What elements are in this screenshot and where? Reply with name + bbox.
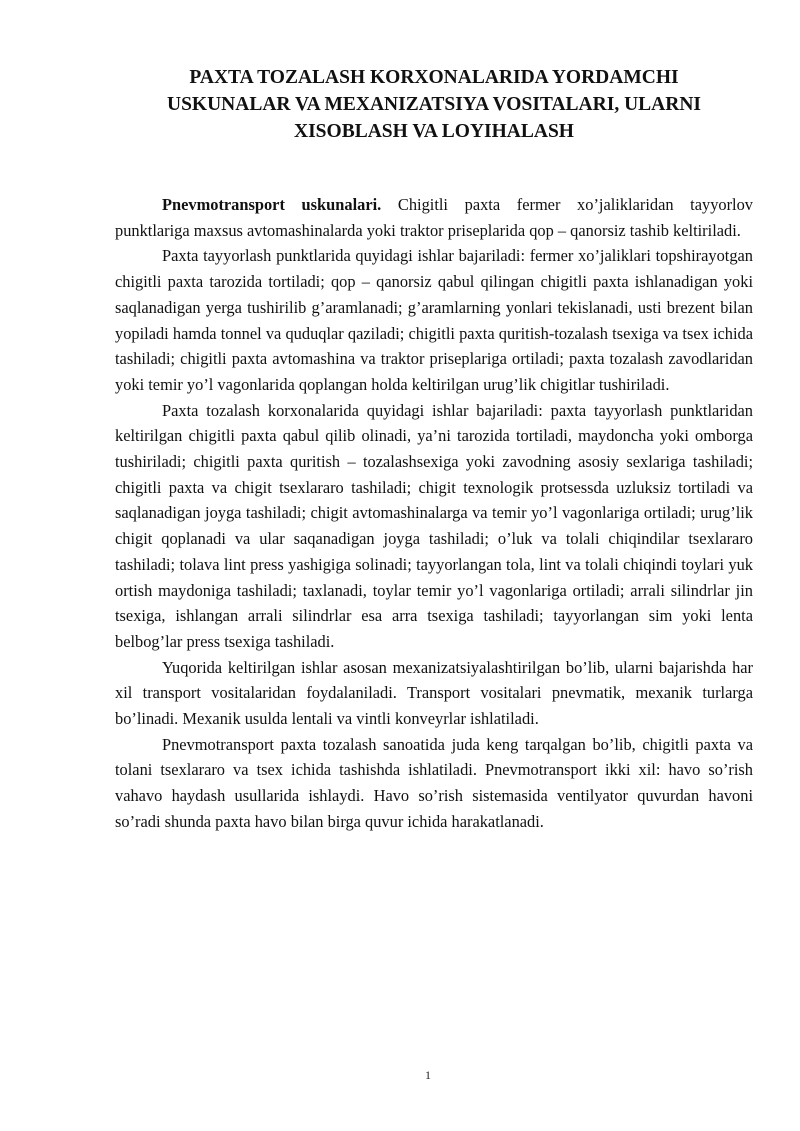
section-heading: Pnevmotransport uskunalari.	[162, 195, 382, 214]
paragraph	[115, 192, 753, 243]
paragraph: Paxta tayyorlash punktlarida quyidagi ishlar bajariladi: fermer xo’jaliklari topshirayotgan chigitli paxta tarozida tortiladi; qop – qanorsiz qabul qilingan chigitli paxta ishlanadigan yoki saqlanadigan yerga tushirilib g’aramlanadi; g’aramlarning yonlari tekislanadi, usti brezent bilan yopiladi hamda tonnel va quduqlar qaziladi; chigitli paxta quritish-tozalash tsexiga va tsex ichida tashiladi; chigitli paxta avtomashina va traktor priseplariga ortiladi; paxta tozalash zavodlaridan yoki temir yo’l vagonlarida qoplangan holda keltirilgan urug’lik chigitlar tushiriladi.	[115, 246, 753, 394]
title-line: PAXTA TOZALASH KORXONALARIDA YORDAMCHI	[189, 67, 679, 88]
paragraph: Yuqorida keltirilgan ishlar asosan mexanizatsiyalashtirilgan bo’lib, ularni bajarishda har xil transport vositalaridan foydalaniladi. Transport vositalari pnevmatik, mexanik turlarga bo’linadi. Mexanik usulda lentali va vintli konveyrlar ishlatiladi.	[115, 657, 753, 729]
document-title	[114, 64, 754, 145]
title-line: XISOBLASH VA LOYIHALASH	[294, 121, 574, 142]
document-body	[115, 192, 753, 835]
paragraph: Paxta tozalash korxonalarida quyidagi ishlar bajariladi: paxta tayyorlash punktlaridan keltirilgan chigitli paxta qabul qilib olinadi, ya’ni tarozida tortiladi, maydoncha yoki omborga tushiriladi; chigitli paxta quritish – tozalashsexiga yoki zavodning asosiy sexlariga tashiladi; chigitli paxta va chigit tsexlararo tashiladi; chigit texnologik protsessda uzluksiz tortiladi va saqlanadigan joyga tashiladi; chigit avtomashinalarga va temir yo’l vagonlariga ortiladi; urug’lik chigit qoplanadi va ular saqanadigan joyga tashiladi; o’luk va tolali chiqindilar tsexlararo tashiladi; tolava lint press yashigiga solinadi; tayyorlangan tola, lint va tolali chiqindi toylari yuk ortish maydoniga tashiladi; taxlanadi, toylar temir yo’l vagonlariga ortiladi; arrali silindrlar jin tsexiga, ishlangan arrali silindrlar esa arra tsexiga tashiladi; tayyorlangan sim yoki lenta belbog’lar press tsexiga tashiladi.	[115, 400, 753, 651]
paragraph-text: Chigitli paxta fermer xo’jaliklaridan tayyorlov punktlariga maxsus avtomashinalarda yoki traktor priseplarida qop – qanorsiz tashib keltiriladi.	[115, 195, 753, 240]
paragraph: Pnevmotransport paxta tozalash sanoatida juda keng tarqalgan bo’lib, chigitli paxta va tolani tsexlararo va tsex ichida tashishda ishlatiladi. Pnevmotransport ikki xil: havo so’rish vahavo haydash usullarida ishlaydi. Havo so’rish sistemasida ventilyator quvurdan havoni so’radi shunda paxta havo bilan birga quvur ichida harakatlanadi.	[115, 734, 753, 831]
title-line: USKUNALAR VA MEXANIZATSIYA VOSITALARI, ULARNI	[166, 94, 701, 115]
page-number: 1	[425, 1068, 431, 1082]
